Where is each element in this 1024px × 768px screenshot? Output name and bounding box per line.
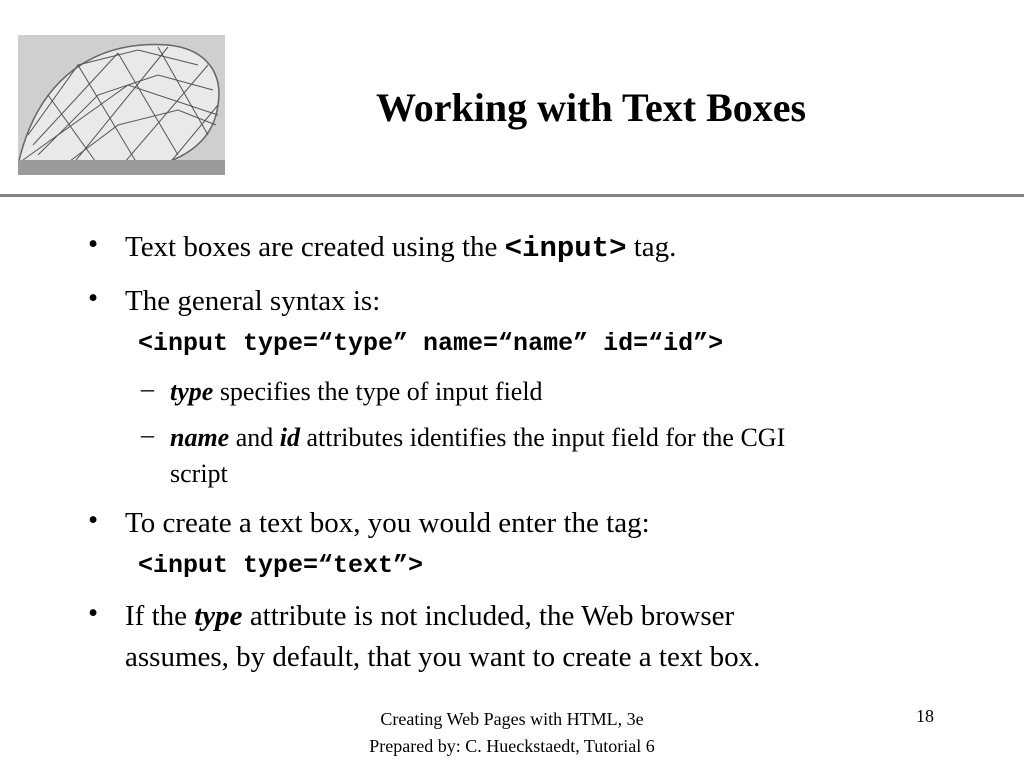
geodesic-dome-image [18, 35, 225, 175]
text-input-code-line: <input type=“text”> [138, 551, 424, 580]
bullet-marker: • [88, 504, 99, 536]
bullet-text: The general syntax is: [125, 285, 381, 317]
slide-title: Working with Text Boxes [376, 85, 807, 130]
footer-line-1: Creating Web Pages with HTML, 3e [380, 709, 644, 729]
syntax-code-line: <input type=“type” name=“name” id=“id”> [138, 329, 724, 358]
title-divider [0, 194, 1024, 197]
sub-bullet-part: attributes identifies the input field for the CGI [300, 423, 786, 452]
bullet-text-part: Text boxes are created using the [125, 231, 505, 263]
footer-line-2: Prepared by: C. Hueckstaedt, Tutorial 6 [369, 736, 655, 756]
bullet-text [125, 597, 734, 636]
bullet-marker: • [88, 282, 99, 314]
sub-bullet-text [170, 374, 543, 410]
sub-bullet-text [170, 420, 785, 456]
emphasis-term: type [194, 600, 243, 632]
page-number: 18 [916, 706, 934, 726]
dash-marker: – [141, 420, 154, 449]
sub-bullet-part: specifies the type of input field [213, 377, 543, 406]
sub-bullet-continuation: script [170, 459, 228, 488]
emphasis-term: id [279, 423, 301, 452]
bullet-text-part: attribute is not included, the Web browser [242, 600, 735, 632]
bullet-marker: • [88, 597, 99, 629]
emphasis-term: name [170, 423, 230, 452]
emphasis-term: type [170, 377, 214, 406]
slide-footer [312, 706, 712, 760]
sub-bullet-part: and [229, 423, 280, 452]
bullet-text-part: If the [125, 600, 195, 632]
dash-marker: – [141, 374, 154, 403]
bullet-text: To create a text box, you would enter the tag: [125, 507, 650, 539]
bullet-text-part: tag. [626, 231, 677, 263]
bullet-marker: • [88, 228, 99, 260]
input-tag-code: <input> [504, 232, 627, 265]
bullet-continuation: assumes, by default, that you want to create a text box. [125, 641, 761, 673]
bullet-text [125, 228, 676, 268]
